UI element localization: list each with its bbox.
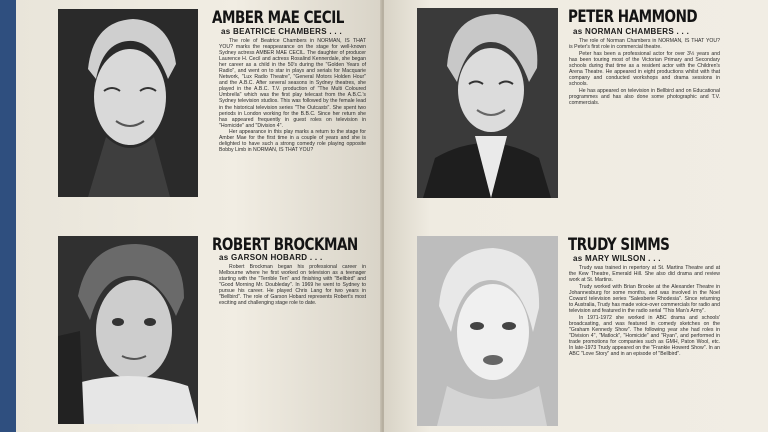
- left-page: [16, 0, 381, 432]
- profile-role: as MARY WILSON . . .: [573, 254, 661, 263]
- bio-paragraph: Her appearance in this play marks a return to the stage for Amber Mae for the first time in a couple of years and she is delighted to have such a strong comedy role playing opposite Bobby Limb in NORMAN, IS THAT YOU?: [219, 129, 366, 154]
- profile-name: TRUDY SIMMS: [568, 235, 670, 254]
- bio-paragraph: Trudy worked with Brian Brooke at the Alexander Theatre in Johannesburg for some months, and was involved in the Noel Coward television series "Salesberie Rhodesia". Since returning to Australia, Trudy has made voice-over commercials for radio and television and featured in the radio serial "This Man's Army".: [569, 283, 720, 314]
- bio-paragraph: He has appeared on television in Bellbird and on Educational programmes and has also done some photographic and T.V. commercials.: [569, 87, 720, 106]
- trudy-simms-photo: [417, 236, 558, 426]
- bio-paragraph: Robert Brockman began his professional career in Melbourne where he first worked on television as a teenager starting with the "Terrible Ten" and finishing with "Bellbird" and "Good Morning Mr. Doubleday". In 1969 he went to Sydney to pursue his career. He played Chris Lang for two years in "Bellbird". The role of Garson Hobard represents Robert's most exciting and challenging stage role to date.: [219, 264, 366, 307]
- bio-paragraph: The role of Beatrice Chambers in NORMAN, IS THAT YOU? marks the reappearance on the stage for well-known Sydney actress AMBER MAE CECIL. The daughter of producer Laurence H. Cecil and actress Rosalind Kennerdale, she began her career as a child in the 50's during the "Golden Years of Radio", and went on to star in plays and serials for Macquarie Network, "Lux Radio Theatre", "General Motors Holden Hour" and the A.B.C. After several seasons in Sydney theatres, she played in the A.B.C. T.V. production of "The Multi Coloured Umbrella" which was the first play telecast from the A.B.C.'s Sydney television studios. This was followed by the female lead in the historical television series "The Outcasts". She spent two periods in London working for the B.B.C. Since her return she has appeared frequently in guest roles on television in "Homicide" and "Division 4".: [219, 38, 366, 129]
- amber-mae-cecil-photo: [58, 9, 198, 197]
- peter-hammond-photo: [417, 8, 558, 198]
- profile-role: as BEATRICE CHAMBERS . . .: [221, 27, 342, 36]
- bio-paragraph: Trudy was trained in repertory at St. Martins Theatre and at the Kew Theatre, Emerald Hill. She also did drama and review work at St. Martins.: [569, 265, 720, 284]
- profile-name: AMBER MAE CECIL: [212, 8, 344, 27]
- profile-bio: [219, 38, 366, 153]
- profile-name: ROBERT BROCKMAN: [212, 235, 358, 254]
- robert-brockman-photo: [58, 236, 198, 424]
- profile-bio: [219, 264, 366, 306]
- profile-role: as GARSON HOBARD . . .: [219, 253, 323, 262]
- profile-bio: [569, 38, 720, 106]
- profile-role: as NORMAN CHAMBERS . . .: [573, 27, 690, 36]
- bio-paragraph: The role of Norman Chambers in NORMAN, IS THAT YOU? is Peter's first role in commercial theatre.: [569, 38, 720, 51]
- right-page: [384, 0, 768, 432]
- profile-name: PETER HAMMOND: [568, 7, 698, 26]
- bio-paragraph: Peter has been a professional actor for over 3½ years and has been touring most of the Victorian Primary and Secondary schools during that time as a resident actor with the Children's Arena Theatre. He appeared in eight productions whilst with that company and conducted workshops and drama sessions in schools.: [569, 50, 720, 87]
- profile-bio: [569, 265, 720, 357]
- bio-paragraph: In 1971-1972 she worked in ABC drama and schools' broadcasting, and was featured in comedy sketches on the "Graham Kennedy Show". The following year she had roles in "Division 4", "Matlock", "Homicide" and "Ryan", and performed in trade promotions for companies such as GMH, Paton Wool, etc. In late-1973 Trudy appeared on the "Frankie Howerd Show". In an ABC "Love Story" and in an episode of "Bellbird".: [569, 314, 720, 357]
